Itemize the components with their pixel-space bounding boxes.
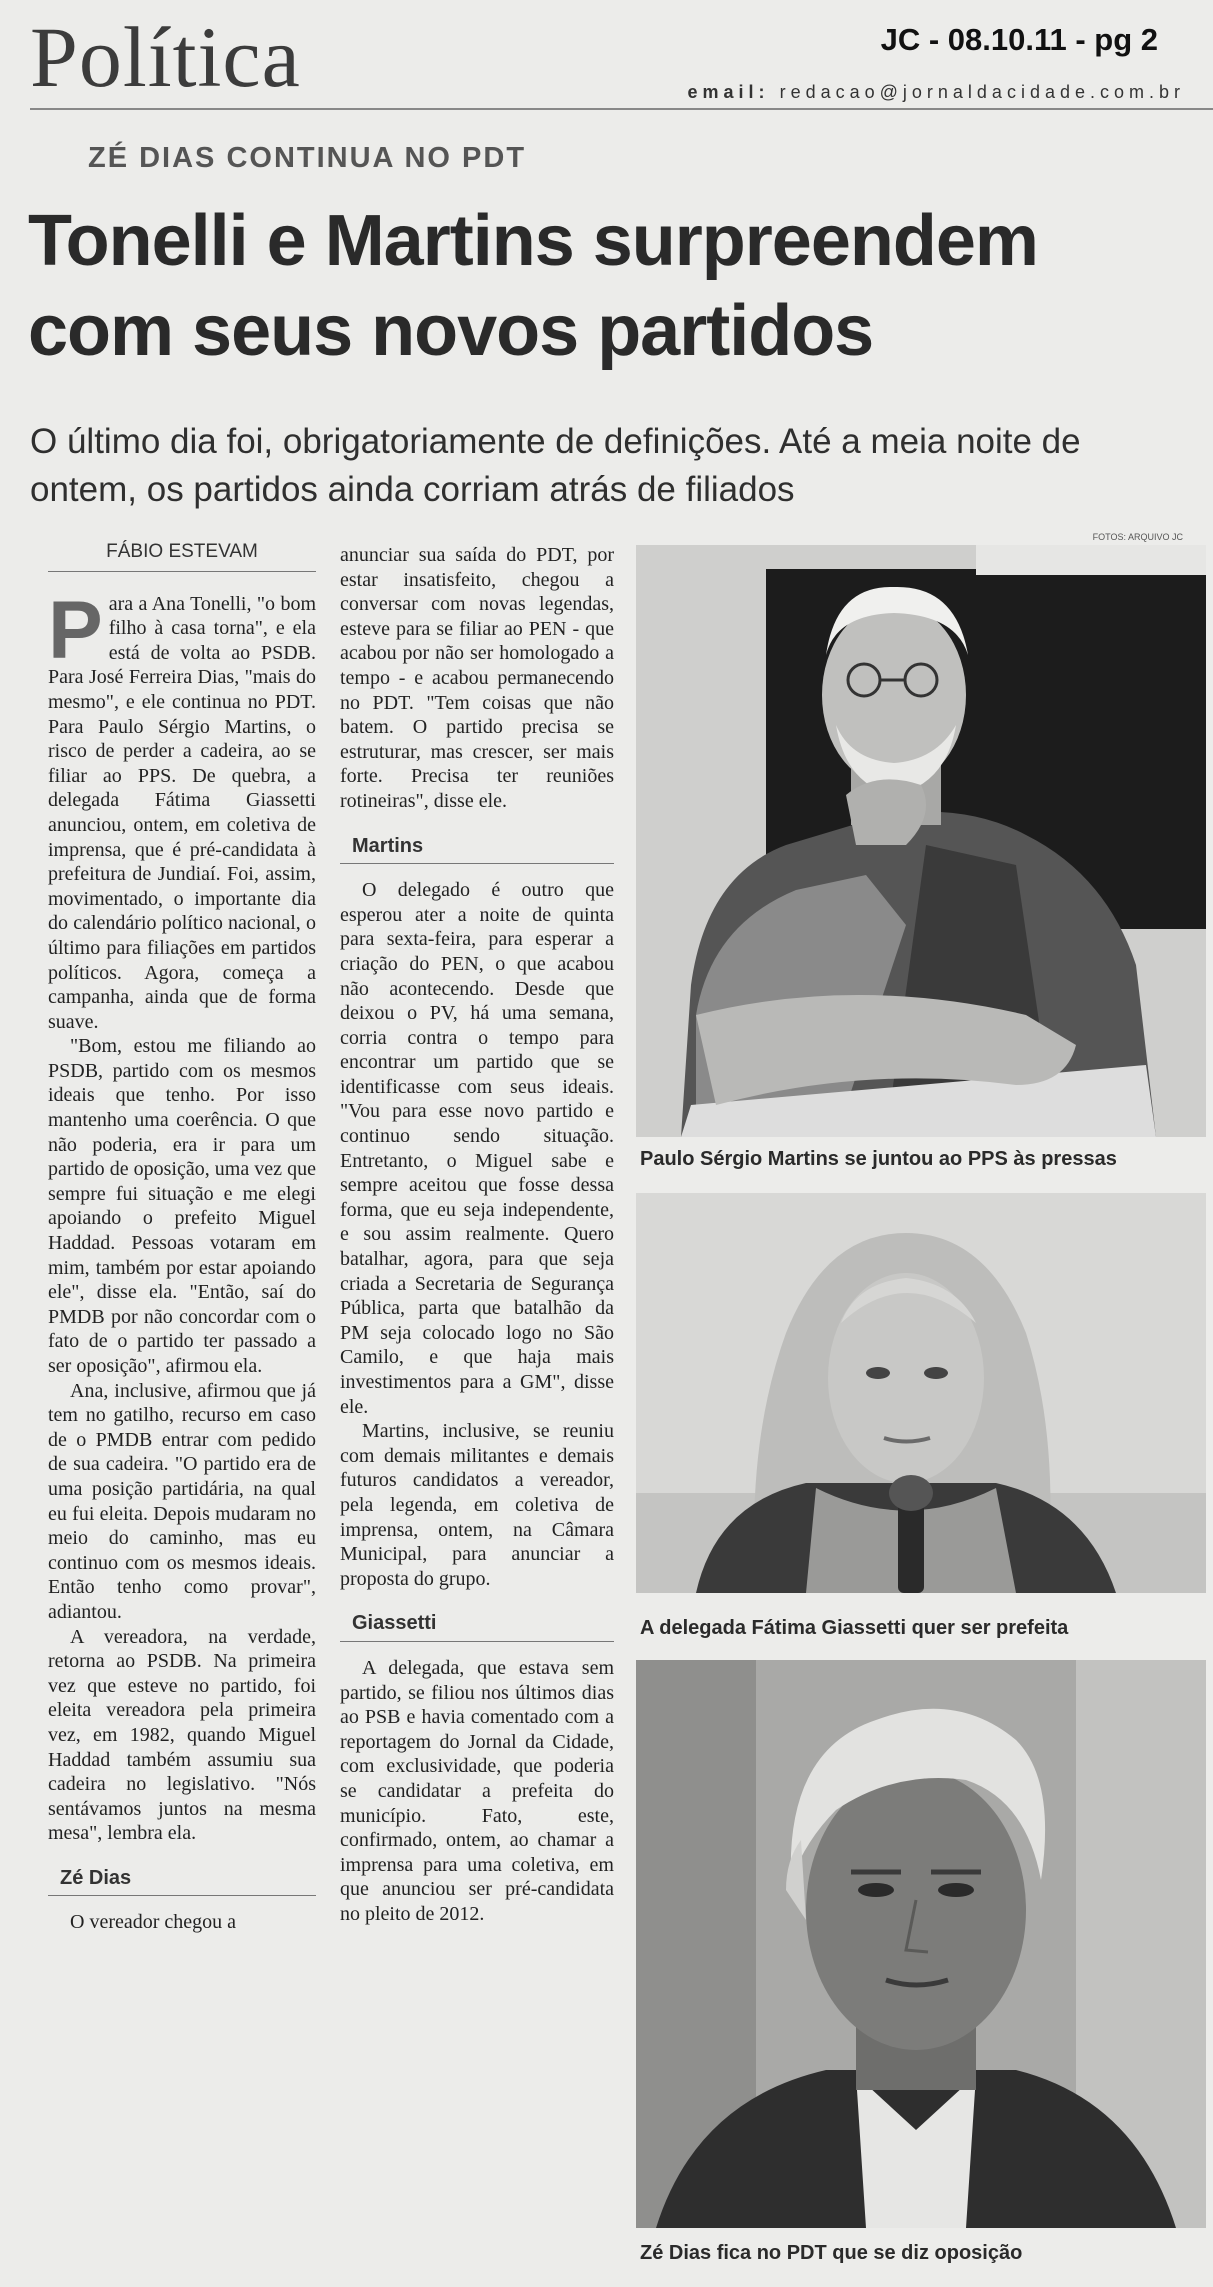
caption-ze-dias: Zé Dias fica no PDT que se diz oposição <box>640 2242 1023 2264</box>
paragraph: Ana, inclusive, afirmou que já tem no gatilho, recurso em caso de o PMDB entrar com pedido de sua cadeira. "O partido era de uma posição partidária, na qual eu fui eleita. Depois mudaram no meio do caminho, mas eu continuo com os mesmos ideais. Então tenho como provar", adiantou. <box>48 1379 316 1623</box>
lead-text: ara a Ana Tonelli, "o bom filho à casa torna", e ela está de volta ao PSDB. Para José Ferreira Dias, "mais do mesmo", e ele continua no PDT. Para Paulo Sérgio Martins, o risco de perder a cadeira, ao se filiar ao PPS. De quebra, a delegada Fátima Giassetti anunciou, ontem, em coletiva de imprensa, que é pré-candidata à prefeitura de Jundiaí. Foi, assim, movimentado, o importante dia do calendário político nacional, o último para filiações em partidos políticos. Agora, começa a campanha, ainda que de forma suave. <box>48 592 316 1033</box>
subhead-martins: Martins <box>340 822 614 865</box>
caption-martins: Paulo Sérgio Martins se juntou ao PPS às pressas <box>640 1148 1117 1170</box>
email-line <box>688 82 1185 103</box>
masthead-rule <box>30 108 1213 110</box>
paragraph: O delegado é outro que esperou ater a noite de quinta para sexta-feira, para esperar a criação do PEN, o que acabou não acontecendo. Desde que deixou o PV, há uma semana, corria contra o tempo para encontrar um partido que se identificasse com seus ideais. "Vou para esse novo partido e continuo sendo situação. Entretanto, o Miguel sabe e sempre aceitou que fosse dessa forma, que eu seja independente, e sou assim realmente. Quero batalhar, agora, para que seja criada a Secretaria de Segurança Pública, parta que batalhão da PM seja colocado logo no São Camilo, e que haja mais investimentos para a GM", disse ele. <box>340 879 614 1418</box>
paragraph: anunciar sua saída do PDT, por estar insatisfeito, chegou a conversar com novas legendas, esteve para se filiar ao PEN - que acabou por não ser homologado a tempo - e acabou permanecendo no PDT. "Tem coisas que não batem. O partido precisa se estruturar, mas crescer, ser mais forte. Precisa ter reuniões rotineiras", disse ele. <box>340 544 614 812</box>
email-address: redacao@jornaldacidade.com.br <box>779 82 1185 102</box>
article-column-1 <box>48 540 316 1935</box>
paragraph: "Bom, estou me filiando ao PSDB, partido com os mesmos ideais que tenho. Por isso mantenho uma coerência. O que não poderia, era ir para um partido de oposição, uma vez que sempre fui situação e me elegi apoiando o prefeito Miguel Haddad. Pessoas votaram em mim, também por estar apoiando ele", disse ela. "Então, saí do PMDB por não concordar com o fato de o partido ter passado a ser oposição", afirmou ela. <box>48 1035 316 1377</box>
subhead-ze-dias: Zé Dias <box>48 1854 316 1897</box>
subhead-giassetti: Giassetti <box>340 1599 614 1642</box>
photo-ze-dias <box>636 1660 1206 2228</box>
section-title: Política <box>30 9 301 105</box>
email-label: email: <box>687 82 770 102</box>
caption-giassetti: A delegada Fátima Giassetti quer ser prefeita <box>640 1617 1069 1639</box>
headline: Tonelli e Martins surpreendem com seus novos partidos <box>28 201 1038 371</box>
lead-paragraph <box>48 584 316 1035</box>
byline: FÁBIO ESTEVAM <box>48 540 316 572</box>
drop-cap: P <box>48 584 103 676</box>
edition-date: JC - 08.10.11 - pg 2 <box>880 22 1158 57</box>
kicker: ZÉ DIAS CONTINUA NO PDT <box>88 142 527 174</box>
article-column-2 <box>340 543 614 1926</box>
paragraph: A vereadora, na verdade, retorna ao PSDB. Na primeira vez que esteve no partido, foi eleita vereadora pela primeira vez, em 1982, quando Miguel Haddad também assumiu sua cadeira no legislativo. "Nós sentávamos juntos na mesma mesa", lembra ela. <box>48 1625 316 1845</box>
photo-martins <box>636 545 1206 1137</box>
photo-giassetti <box>636 1193 1206 1593</box>
deck: O último dia foi, obrigatoriamente de definições. Até a meia noite de ontem, os partidos ainda corriam atrás de filiados <box>30 422 1081 509</box>
paragraph: A delegada, que estava sem partido, se filiou nos últimos dias ao PSB e havia comentado com a reportagem do Jornal da Cidade, com exclusividade, que poderia se candidatar a prefeita do município. Fato, este, confirmado, ontem, ao chamar a imprensa para uma coletiva, em que anunciou ser pré-candidata no pleito de 2012. <box>340 1656 614 1925</box>
paragraph: Martins, inclusive, se reuniu com demais militantes e demais futuros candidatos a vereador, pela legenda, em coletiva de imprensa, ontem, na Câmara Municipal, para anunciar a proposta do grupo. <box>340 1420 614 1590</box>
photo-credit: FOTOS: ARQUIVO JC <box>1092 532 1183 542</box>
paragraph: O vereador chegou a <box>70 1911 237 1934</box>
